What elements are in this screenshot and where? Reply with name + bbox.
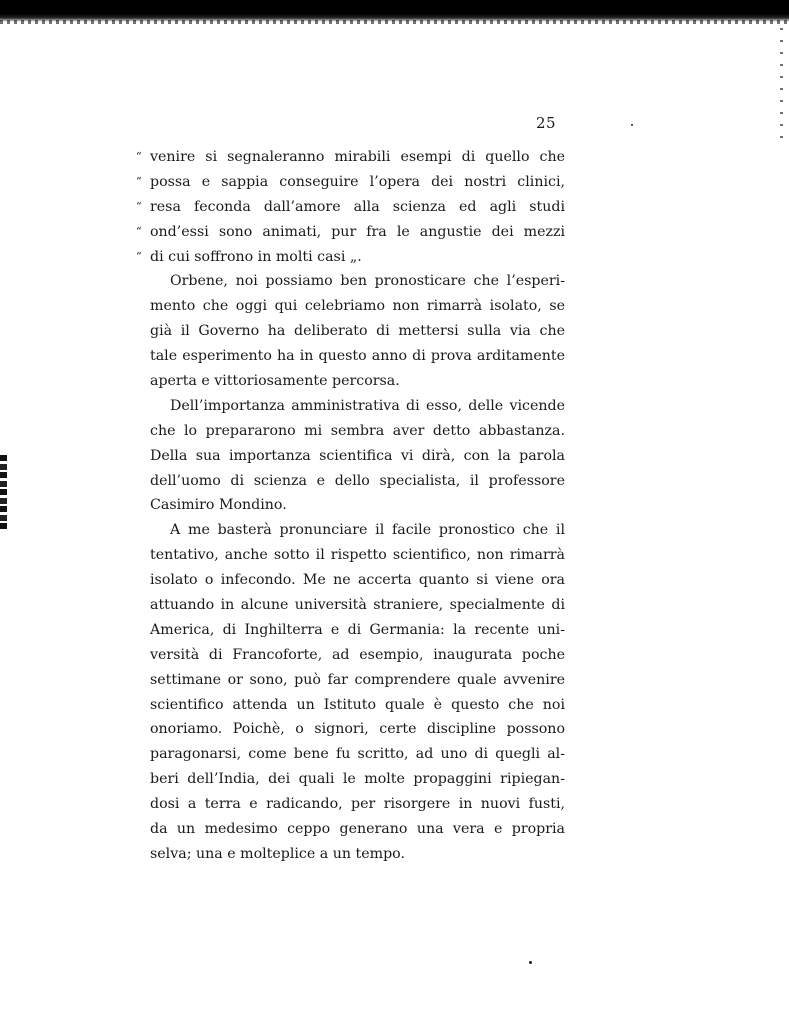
text-line: settimane or sono, può far comprendere quale avvenire	[150, 671, 565, 688]
paragraph-start-line: Orbene, noi possiamo ben pronosticare che l’esperi-	[170, 273, 565, 290]
text-line: già il Governo ha deliberato di mettersi sulla via che	[150, 323, 565, 340]
quote-mark: “	[136, 199, 142, 213]
right-edge-specks	[780, 28, 783, 138]
dust-speck	[631, 124, 633, 126]
text-line: scientifico attenda un Istituto quale è questo che noi	[150, 696, 565, 713]
text-line: Della sua importanza scientifica vi dirà, con la parola	[150, 447, 565, 464]
text-line: beri dell’India, dei quali le molte propaggini ripiegan-	[150, 771, 565, 788]
binding-marks	[0, 455, 7, 530]
text-line: tentativo, anche sotto il rispetto scientifico, non rimarrà	[150, 547, 565, 564]
quote-mark: “	[136, 150, 142, 163]
text-line: dell’uomo di scienza e dello specialista, il professore	[150, 472, 565, 489]
text-line: tale esperimento ha in questo anno di prova arditamente	[150, 348, 565, 365]
text-line: “ venire si segnaleranno mirabili esempi di quello che	[150, 145, 565, 170]
text-line: America, di Inghilterra e di Germania: la recente uni-	[150, 621, 565, 638]
text-line: selva; una e molteplice a un tempo.	[150, 845, 405, 862]
text-line: “ di cui soffrono in molti casi „.	[150, 245, 565, 270]
text-line: “ resa feconda dall’amore alla scienza ed agli studi	[150, 195, 565, 220]
text-line: mento che oggi qui celebriamo non rimarrà isolato, se	[150, 298, 565, 315]
text-line: onoriamo. Poichè, o signori, certe discipline possono	[150, 721, 565, 738]
text-line: aperta e vittoriosamente percorsa.	[150, 373, 400, 390]
text-line: dosi a terra e radicando, per risorgere in nuovi fusti,	[150, 796, 565, 813]
text-line: versità di Francoforte, ad esempio, inaugurata poche	[150, 646, 565, 663]
text-line: “ possa e sappia conseguire l’opera dei nostri clinici,	[150, 170, 565, 195]
text-line: attuando in alcune università straniere, specialmente di	[150, 597, 565, 614]
quote-mark: “	[136, 174, 142, 188]
scan-top-border	[0, 0, 789, 22]
paragraph-start-line: Dell’importanza amministrativa di esso, delle vicende	[170, 397, 565, 414]
quote-mark: “	[136, 249, 142, 263]
text-line: paragonarsi, come bene fu scritto, ad uno di quegli al-	[150, 746, 565, 763]
page-number: 25	[536, 114, 557, 132]
text-line: Casimiro Mondino.	[150, 497, 287, 514]
text-line: “ ond’essi sono animati, pur fra le angustie dei mezzi	[150, 220, 565, 245]
quote-mark: “	[136, 224, 142, 238]
scan-top-edge-noise	[0, 20, 789, 24]
text-line: isolato o infecondo. Me ne accerta quanto si viene ora	[150, 572, 565, 589]
text-line: da un medesimo ceppo generano una vera e propria	[150, 821, 565, 838]
dust-speck	[529, 961, 532, 964]
paragraph-start-line: A me basterà pronunciare il facile pronostico che il	[170, 522, 565, 539]
body-text	[136, 145, 565, 867]
text-line: che lo prepararono mi sembra aver detto abbastanza.	[150, 422, 565, 439]
